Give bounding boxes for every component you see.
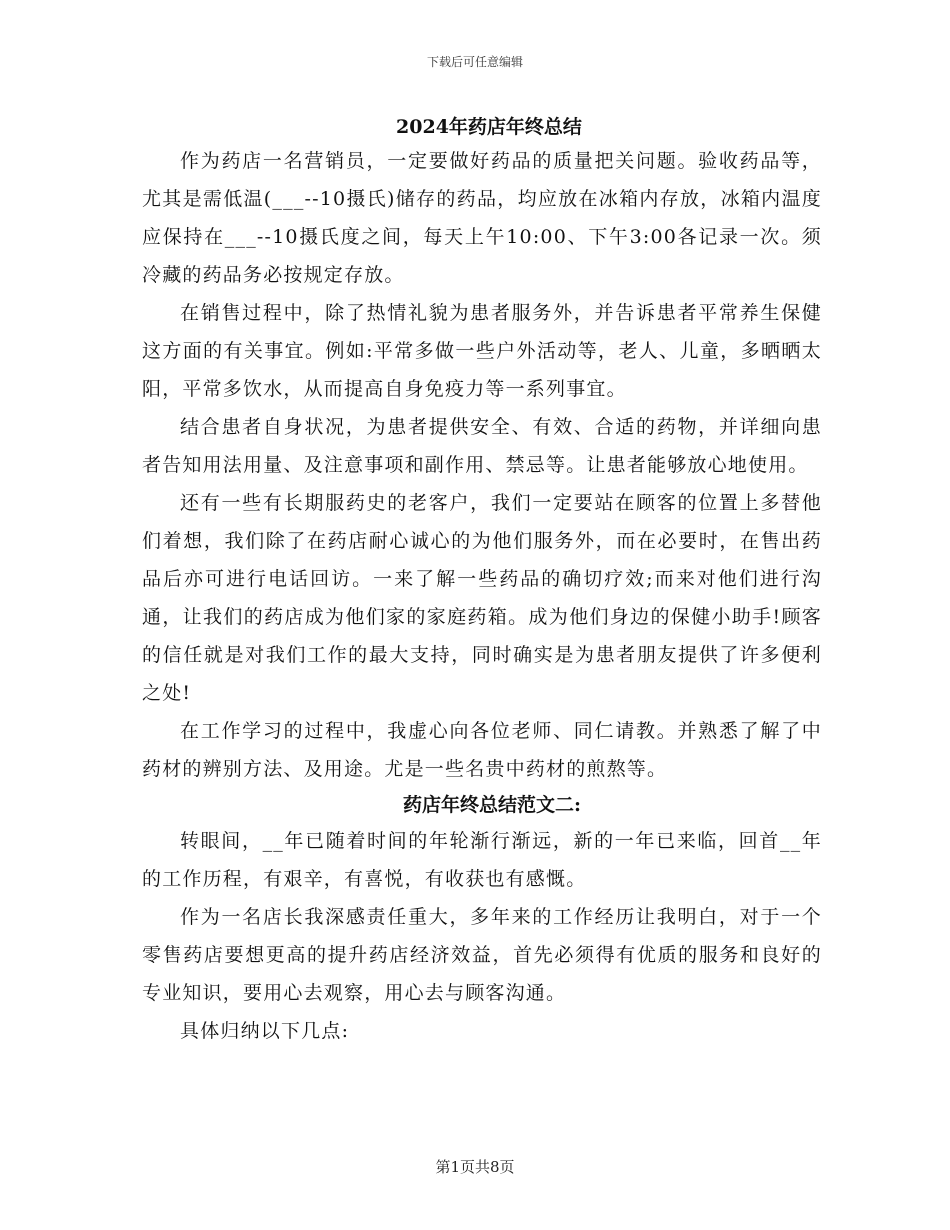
paragraph: 具体归纳以下几点: xyxy=(180,1020,350,1042)
page-number: 第1页共8页 xyxy=(435,1158,515,1176)
paragraph: 作为一名店长我深感责任重大，多年来的工作经历让我明白，对于一个零售药店要想更高的提升药店经济效益，首先必须得有优质的服务和良好的专业知识，要用心去观察，用心去与顾客沟通。 xyxy=(142,906,822,1004)
document-body xyxy=(142,112,822,1050)
page-header-note: 下载后可任意编辑 xyxy=(426,55,523,69)
paragraph: 在工作学习的过程中，我虚心向各位老师、同仁请教。并熟悉了解了中药材的辨别方法、及用途。尤是一些名贵中药材的煎熬等。 xyxy=(142,720,822,780)
section-subtitle: 药店年终总结范文二: xyxy=(402,794,581,816)
paragraph: 在销售过程中，除了热情礼貌为患者服务外，并告诉患者平常养生保健这方面的有关事宜。例如:平常多做一些户外活动等，老人、儿童，多晒晒太阳，平常多饮水，从而提高自身免疫力等一系列事宜。 xyxy=(142,302,822,400)
paragraph: 还有一些有长期服药史的老客户，我们一定要站在顾客的位置上多替他们着想，我们除了在药店耐心诚心的为他们服务外，而在必要时，在售出药品后亦可进行电话回访。一来了解一些药品的确切疗效;而来对他们进行沟通，让我们的药店成为他们家的家庭药箱。成为他们身边的保健小助手!顾客的信任就是对我们工作的最大支持，同时确实是为患者朋友提供了许多便利之处! xyxy=(142,492,822,704)
document-title: 2024年药店年终总结 xyxy=(396,116,582,138)
paragraph: 结合患者自身状况，为患者提供安全、有效、合适的药物，并详细向患者告知用法用量、及注意事项和副作用、禁忌等。让患者能够放心地使用。 xyxy=(142,416,822,476)
paragraph: 转眼间，__年已随着时间的年轮渐行渐远，新的一年已来临，回首__年的工作历程，有艰辛，有喜悦，有收获也有感慨。 xyxy=(142,830,822,890)
paragraph: 作为药店一名营销员，一定要做好药品的质量把关问题。验收药品等，尤其是需低温(___--10摄氏)储存的药品，均应放在冰箱内存放，冰箱内温度应保持在___--10摄氏度之间，每天上午10:00、下午3:00各记录一次。须冷藏的药品务必按规定存放。 xyxy=(142,150,822,286)
